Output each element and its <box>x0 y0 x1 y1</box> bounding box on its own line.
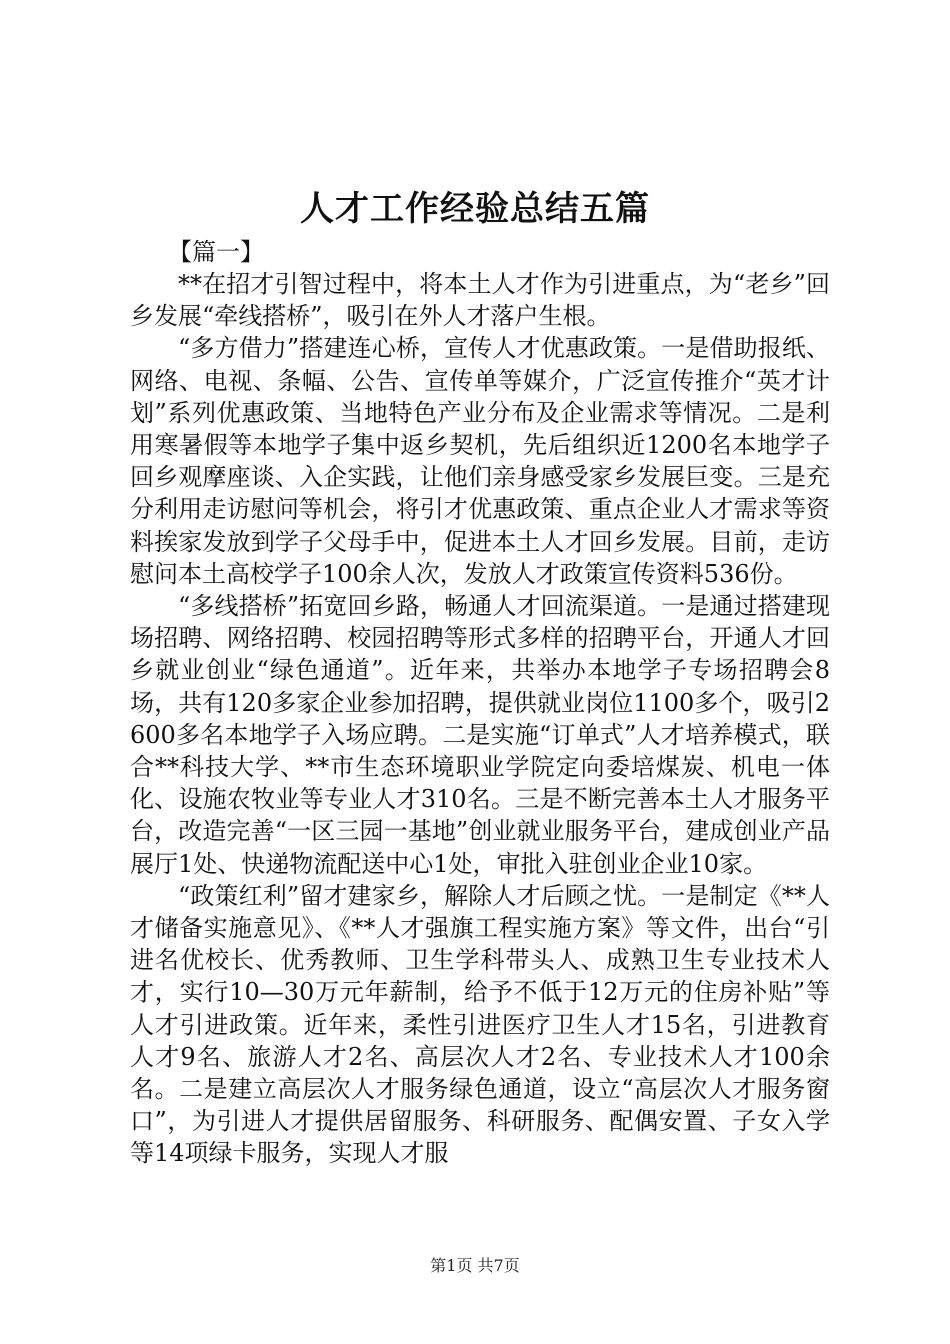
paragraph-channels: “多线搭桥”拓宽回乡路，畅通人才回流渠道。一是通过搭建现场招聘、网络招聘、校园招聘等形式多样的招聘平台，开通人才回乡就业创业“绿色通道”。近年来，共举办本地学子专场招聘会8场，共有120多家企业参加招聘，提供就业岗位1100多个，吸引2600多名本地学子入场应聘。二是实施“订单式”人才培养模式，联合**科技大学、**市生态环境职业学院定向委培煤炭、机电一体化、设施农牧业等专业人才310名。三是不断完善本土人才服务平台，改造完善“一区三园一基地”创业就业服务平台，建成创业产品展厅1处、快递物流配送中心1处，审批入驻创业企业10家。 <box>130 592 830 878</box>
document-title: 人才工作经验总结五篇 <box>300 189 650 229</box>
paragraph-intro: **在招才引智过程中，将本土人才作为引进重点，为“老乡”回乡发展“牵线搭桥”，吸引在外人才落户生根。 <box>130 270 830 331</box>
section-label: 【篇一】 <box>168 238 264 266</box>
paragraph-promotion: “多方借力”搭建连心桥，宣传人才优惠政策。一是借助报纸、网络、电视、条幅、公告、宣传单等媒介，广泛宣传推介“英才计划”系列优惠政策、当地特色产业分布及企业需求等情况。二是利用寒暑假等本地学子集中返乡契机，先后组织近1200名本地学子回乡观摩座谈、入企实践，让他们亲身感受家乡发展巨变。三是充分利用走访慰问等机会，将引才优惠政策、重点企业人才需求等资料挨家发放到学子父母手中，促进本土人才回乡发展。目前，走访慰问本土高校学子100余人次，发放人才政策宣传资料536份。 <box>130 334 830 588</box>
page-footer: 第1页 共7页 <box>430 1256 520 1275</box>
document-body <box>130 268 830 1170</box>
paragraph-policy: “政策红利”留才建家乡，解除人才后顾之忧。一是制定《**人才储备实施意见》、《**人才强旗工程实施方案》等文件，出台“引进名优校长、优秀教师、卫生学科带头人、成熟卫生专业技术人才，实行10—30万元年薪制，给予不低于12万元的住房补贴”等人才引进政策。近年来，柔性引进医疗卫生人才15名，引进教育人才9名、旅游人才2名、高层次人才2名、专业技术人才100余名。二是建立高层次人才服务绿色通道，设立“高层次人才服务窗口”，为引进人才提供居留服务、科研服务、配偶安置、子女入学等14项绿卡服务，实现人才服 <box>130 881 830 1168</box>
